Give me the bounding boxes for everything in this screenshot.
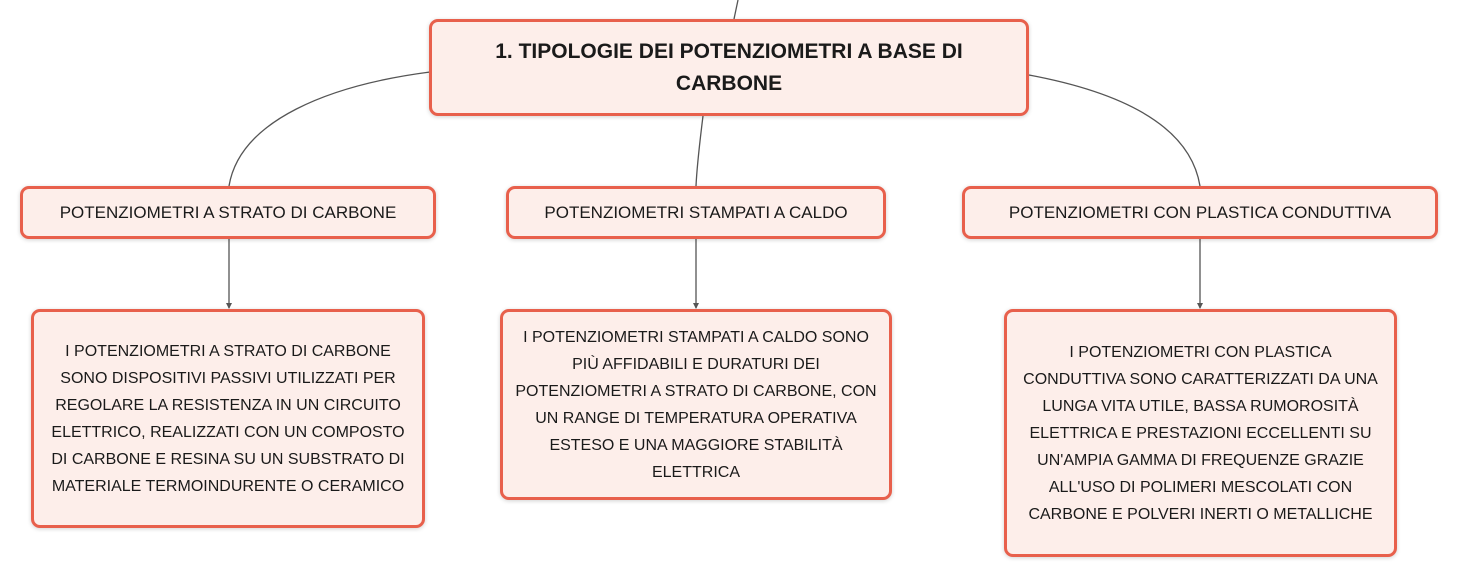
description-node-strato-carbone[interactable]: [31, 309, 425, 528]
category-node-stampati-caldo[interactable]: [506, 186, 886, 239]
description-text: I POTENZIOMETRI STAMPATI A CALDO SONO PIÙ AFFIDABILI E DURATURI DEI POTENZIOMETRI A STRATO DI CARBONE, CON UN RANGE DI TEMPERATURA OPERATIVA ESTESO E UNA MAGGIORE STABILITÀ ELETTRICA: [515, 328, 877, 481]
description-text: I POTENZIOMETRI A STRATO DI CARBONE SONO DISPOSITIVI PASSIVI UTILIZZATI PER REGOLARE LA RESISTENZA IN UN CIRCUITO ELETTRICO, REALIZZATI CON UN COMPOSTO DI CARBONE E RESINA SU UN SUBSTRATO DI MATERIALE TERMOINDURENTE O CERAMICO: [51, 342, 405, 495]
description-node-plastica-conduttiva[interactable]: [1004, 309, 1397, 557]
category-node-plastica-conduttiva[interactable]: [962, 186, 1438, 239]
category-label: POTENZIOMETRI A STRATO DI CARBONE: [59, 202, 397, 222]
category-label: POTENZIOMETRI STAMPATI A CALDO: [544, 202, 848, 222]
root-topic-node[interactable]: [429, 19, 1029, 116]
description-node-stampati-caldo[interactable]: [500, 309, 892, 500]
connector-root-to-cat-3: [1029, 75, 1200, 186]
category-node-strato-carbone[interactable]: [20, 186, 436, 239]
connector-parent-to-root: [734, 0, 738, 19]
category-label: POTENZIOMETRI CON PLASTICA CONDUTTIVA: [1008, 202, 1392, 222]
connector-root-to-cat-1: [229, 72, 430, 186]
root-topic-label: 1. TIPOLOGIE DEI POTENZIOMETRI A BASE DI CARBONE: [495, 39, 963, 95]
connector-root-to-cat-2: [696, 116, 703, 186]
description-text: I POTENZIOMETRI CON PLASTICA CONDUTTIVA SONO CARATTERIZZATI DA UNA LUNGA VITA UTILE, BASSA RUMOROSITÀ ELETTRICA E PRESTAZIONI ECCELLENTI SU UN'AMPIA GAMMA DI FREQUENZE GRAZIE ALL'USO DI POLIMERI MESCOLATI CON CARBONE E POLVERI INERTI O METALLICHE: [1023, 343, 1378, 523]
